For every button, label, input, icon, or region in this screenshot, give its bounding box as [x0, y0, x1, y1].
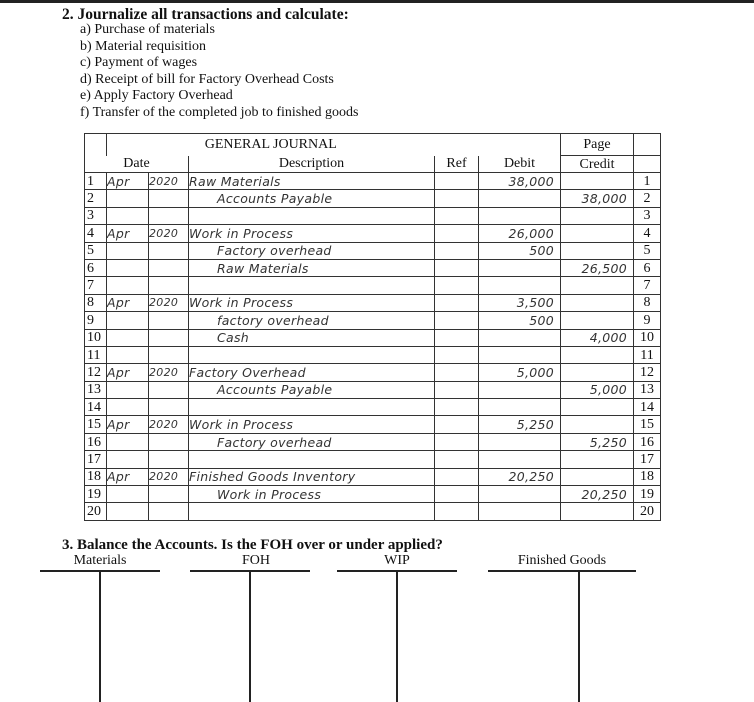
debit-header: Debit	[479, 156, 561, 173]
line-number: 20	[85, 503, 107, 520]
line-number-right: 15	[634, 416, 661, 433]
line-number-right: 3	[634, 207, 661, 224]
t-account-finished-goods-top	[488, 570, 636, 572]
date-month-cell[interactable]: Apr	[107, 416, 149, 433]
debit-cell[interactable]	[479, 207, 561, 224]
journal-row	[85, 294, 661, 311]
ref-cell[interactable]	[435, 346, 479, 363]
credit-cell[interactable]	[561, 451, 634, 468]
description-cell[interactable]: Factory overhead	[189, 242, 435, 259]
journal-row	[85, 468, 661, 485]
line-number: 18	[85, 468, 107, 485]
line-number: 19	[85, 486, 107, 503]
ref-cell[interactable]	[435, 503, 479, 520]
line-number-right: 19	[634, 486, 661, 503]
ref-cell[interactable]	[435, 451, 479, 468]
debit-cell[interactable]: 500	[479, 242, 561, 259]
date-year-cell[interactable]	[149, 346, 189, 363]
description-cell[interactable]	[189, 451, 435, 468]
line-number: 1	[85, 173, 107, 190]
ref-cell[interactable]	[435, 433, 479, 450]
journal-row	[85, 329, 661, 346]
line-number-right: 13	[634, 381, 661, 398]
date-year-cell[interactable]	[149, 329, 189, 346]
credit-cell[interactable]	[561, 364, 634, 381]
date-month-cell[interactable]	[107, 329, 149, 346]
description-cell[interactable]: Work in Process	[189, 225, 435, 242]
description-cell[interactable]	[189, 207, 435, 224]
line-number: 11	[85, 346, 107, 363]
line-number: 16	[85, 433, 107, 450]
journal-row	[85, 503, 661, 520]
date-month-cell[interactable]	[107, 399, 149, 416]
date-month-cell[interactable]: Apr	[107, 294, 149, 311]
task-item: d) Receipt of bill for Factory Overhead Costs	[80, 71, 334, 87]
ref-cell[interactable]	[435, 399, 479, 416]
date-year-cell[interactable]	[149, 486, 189, 503]
description-cell[interactable]: Factory overhead	[189, 433, 435, 450]
ref-cell[interactable]	[435, 486, 479, 503]
credit-cell[interactable]	[561, 399, 634, 416]
general-journal-table	[84, 133, 661, 521]
credit-cell[interactable]	[561, 242, 634, 259]
journal-row	[85, 259, 661, 276]
description-cell[interactable]: Raw Materials	[189, 173, 435, 190]
debit-cell[interactable]	[479, 329, 561, 346]
debit-cell[interactable]	[479, 346, 561, 363]
ref-cell[interactable]	[435, 416, 479, 433]
journal-row	[85, 433, 661, 450]
date-month-cell[interactable]	[107, 433, 149, 450]
description-cell[interactable]: Raw Materials	[189, 259, 435, 276]
date-year-cell[interactable]	[149, 503, 189, 520]
journal-title-row	[85, 134, 661, 156]
date-year-cell[interactable]	[149, 433, 189, 450]
debit-cell[interactable]	[479, 381, 561, 398]
ref-cell[interactable]	[435, 294, 479, 311]
t-account-wip-stem	[396, 570, 398, 702]
description-cell[interactable]: Accounts Payable	[189, 190, 435, 207]
t-account-finished-goods-stem	[578, 570, 580, 702]
line-number-right: 17	[634, 451, 661, 468]
debit-cell[interactable]	[479, 486, 561, 503]
line-number-right: 10	[634, 329, 661, 346]
credit-cell[interactable]	[561, 312, 634, 329]
debit-cell[interactable]	[479, 503, 561, 520]
description-cell[interactable]: Work in Process	[189, 416, 435, 433]
t-account-label-materials: Materials	[73, 553, 127, 568]
date-month-cell[interactable]	[107, 242, 149, 259]
date-year-cell[interactable]	[149, 399, 189, 416]
journal-row	[85, 381, 661, 398]
line-number-right: 18	[634, 468, 661, 485]
description-cell[interactable]	[189, 503, 435, 520]
line-number: 4	[85, 225, 107, 242]
date-year-cell[interactable]: 2020	[149, 468, 189, 485]
line-number: 3	[85, 207, 107, 224]
line-number: 14	[85, 399, 107, 416]
ref-cell[interactable]	[435, 259, 479, 276]
journal-row	[85, 173, 661, 190]
credit-cell[interactable]: 5,250	[561, 433, 634, 450]
question-2-heading: 2. Journalize all transactions and calculate:	[62, 6, 349, 23]
credit-cell[interactable]: 4,000	[561, 329, 634, 346]
line-number-right: 20	[634, 503, 661, 520]
line-number: 13	[85, 381, 107, 398]
debit-cell[interactable]	[479, 451, 561, 468]
journal-header-row	[85, 156, 661, 173]
date-year-cell[interactable]	[149, 451, 189, 468]
debit-cell[interactable]: 5,250	[479, 416, 561, 433]
debit-cell[interactable]	[479, 277, 561, 294]
date-year-cell[interactable]	[149, 242, 189, 259]
description-cell[interactable]: Work in Process	[189, 294, 435, 311]
credit-cell[interactable]	[561, 294, 634, 311]
line-number-right: 14	[634, 399, 661, 416]
date-month-cell[interactable]	[107, 277, 149, 294]
date-month-cell[interactable]: Apr	[107, 364, 149, 381]
debit-cell[interactable]: 26,000	[479, 225, 561, 242]
line-number-right: 11	[634, 346, 661, 363]
date-year-cell[interactable]: 2020	[149, 364, 189, 381]
credit-cell[interactable]: 26,500	[561, 259, 634, 276]
ref-cell[interactable]	[435, 312, 479, 329]
date-year-cell[interactable]	[149, 381, 189, 398]
t-account-foh-stem	[249, 570, 251, 702]
journal-row	[85, 399, 661, 416]
date-header: Date	[85, 156, 189, 173]
journal-row	[85, 242, 661, 259]
task-item: a) Purchase of materials	[80, 22, 215, 37]
credit-cell[interactable]	[561, 225, 634, 242]
date-month-cell[interactable]	[107, 503, 149, 520]
credit-cell[interactable]	[561, 277, 634, 294]
ref-cell[interactable]	[435, 242, 479, 259]
line-number: 10	[85, 329, 107, 346]
journal-row	[85, 207, 661, 224]
task-list	[80, 22, 358, 121]
debit-cell[interactable]	[479, 433, 561, 450]
date-month-cell[interactable]: Apr	[107, 225, 149, 242]
ref-cell[interactable]	[435, 190, 479, 207]
task-item: c) Payment of wages	[80, 55, 198, 70]
line-number: 6	[85, 259, 107, 276]
ref-header: Ref	[435, 156, 479, 173]
line-number-right: 12	[634, 364, 661, 381]
t-account-label-wip: WIP	[384, 553, 410, 568]
ref-cell[interactable]	[435, 364, 479, 381]
journal-row	[85, 225, 661, 242]
description-header: Description	[189, 156, 435, 173]
description-cell[interactable]: Cash	[189, 329, 435, 346]
ref-cell[interactable]	[435, 329, 479, 346]
date-year-cell[interactable]: 2020	[149, 225, 189, 242]
description-cell[interactable]: Accounts Payable	[189, 381, 435, 398]
line-number-right: 16	[634, 433, 661, 450]
credit-cell[interactable]	[561, 416, 634, 433]
line-number: 2	[85, 190, 107, 207]
credit-cell[interactable]: 38,000	[561, 190, 634, 207]
date-year-cell[interactable]	[149, 190, 189, 207]
date-month-cell[interactable]	[107, 312, 149, 329]
description-cell[interactable]: Factory Overhead	[189, 364, 435, 381]
line-number: 8	[85, 294, 107, 311]
line-number-right: 6	[634, 259, 661, 276]
credit-cell[interactable]	[561, 468, 634, 485]
credit-cell[interactable]: 5,000	[561, 381, 634, 398]
date-month-cell[interactable]	[107, 451, 149, 468]
t-account-materials-stem	[99, 570, 101, 702]
credit-cell[interactable]	[561, 207, 634, 224]
date-month-cell[interactable]	[107, 381, 149, 398]
line-number: 15	[85, 416, 107, 433]
page-number-cell[interactable]	[634, 134, 661, 156]
top-rule	[0, 0, 754, 3]
description-cell[interactable]: factory overhead	[189, 312, 435, 329]
line-number-right: 8	[634, 294, 661, 311]
line-number-right: 1	[634, 173, 661, 190]
description-cell[interactable]	[189, 346, 435, 363]
line-number-right: 5	[634, 242, 661, 259]
credit-header: Credit	[561, 156, 634, 173]
date-month-cell[interactable]: Apr	[107, 468, 149, 485]
date-year-cell[interactable]	[149, 312, 189, 329]
date-month-cell[interactable]	[107, 207, 149, 224]
line-number-right: 7	[634, 277, 661, 294]
debit-cell[interactable]	[479, 399, 561, 416]
credit-cell[interactable]: 20,250	[561, 486, 634, 503]
date-month-cell[interactable]	[107, 346, 149, 363]
journal-row	[85, 346, 661, 363]
date-month-cell[interactable]	[107, 259, 149, 276]
description-cell[interactable]	[189, 399, 435, 416]
journal-row	[85, 364, 661, 381]
line-number: 9	[85, 312, 107, 329]
date-year-cell[interactable]	[149, 207, 189, 224]
journal-row	[85, 312, 661, 329]
debit-cell[interactable]: 5,000	[479, 364, 561, 381]
debit-cell[interactable]	[479, 190, 561, 207]
line-number-right: 9	[634, 312, 661, 329]
line-number: 7	[85, 277, 107, 294]
credit-cell[interactable]	[561, 346, 634, 363]
description-cell[interactable]: Work in Process	[189, 486, 435, 503]
task-item: b) Material requisition	[80, 38, 206, 54]
line-number: 12	[85, 364, 107, 381]
credit-cell[interactable]	[561, 173, 634, 190]
date-year-cell[interactable]	[149, 277, 189, 294]
ref-cell[interactable]	[435, 173, 479, 190]
ref-cell[interactable]	[435, 468, 479, 485]
date-month-cell[interactable]	[107, 486, 149, 503]
journal-body	[85, 173, 661, 521]
journal-title: GENERAL JOURNAL	[107, 134, 435, 156]
date-year-cell[interactable]: 2020	[149, 294, 189, 311]
ref-cell[interactable]	[435, 381, 479, 398]
debit-cell[interactable]: 500	[479, 312, 561, 329]
task-item: f) Transfer of the completed job to finished goods	[80, 104, 359, 120]
debit-cell[interactable]: 3,500	[479, 294, 561, 311]
credit-cell[interactable]	[561, 503, 634, 520]
journal-row	[85, 486, 661, 503]
t-account-label-foh: FOH	[241, 553, 270, 568]
journal-row	[85, 416, 661, 433]
line-number: 17	[85, 451, 107, 468]
description-cell[interactable]	[189, 277, 435, 294]
line-number-right: 2	[634, 190, 661, 207]
date-year-cell[interactable]: 2020	[149, 416, 189, 433]
question-3-heading: 3. Balance the Accounts. Is the FOH over or under applied?	[62, 537, 443, 553]
page-label: Page	[561, 134, 634, 156]
description-cell[interactable]: Finished Goods Inventory	[189, 468, 435, 485]
task-item: e) Apply Factory Overhead	[80, 88, 233, 103]
debit-cell[interactable]	[479, 259, 561, 276]
date-month-cell[interactable]	[107, 190, 149, 207]
line-number: 5	[85, 242, 107, 259]
ref-cell[interactable]	[435, 277, 479, 294]
date-month-cell[interactable]: Apr	[107, 173, 149, 190]
journal-row	[85, 190, 661, 207]
debit-cell[interactable]: 20,250	[479, 468, 561, 485]
ref-cell[interactable]	[435, 207, 479, 224]
journal-row	[85, 451, 661, 468]
date-year-cell[interactable]: 2020	[149, 173, 189, 190]
date-year-cell[interactable]	[149, 259, 189, 276]
debit-cell[interactable]: 38,000	[479, 173, 561, 190]
line-number-right: 4	[634, 225, 661, 242]
t-account-label-finished-goods: Finished Goods	[517, 553, 607, 568]
journal-row	[85, 277, 661, 294]
ref-cell[interactable]	[435, 225, 479, 242]
